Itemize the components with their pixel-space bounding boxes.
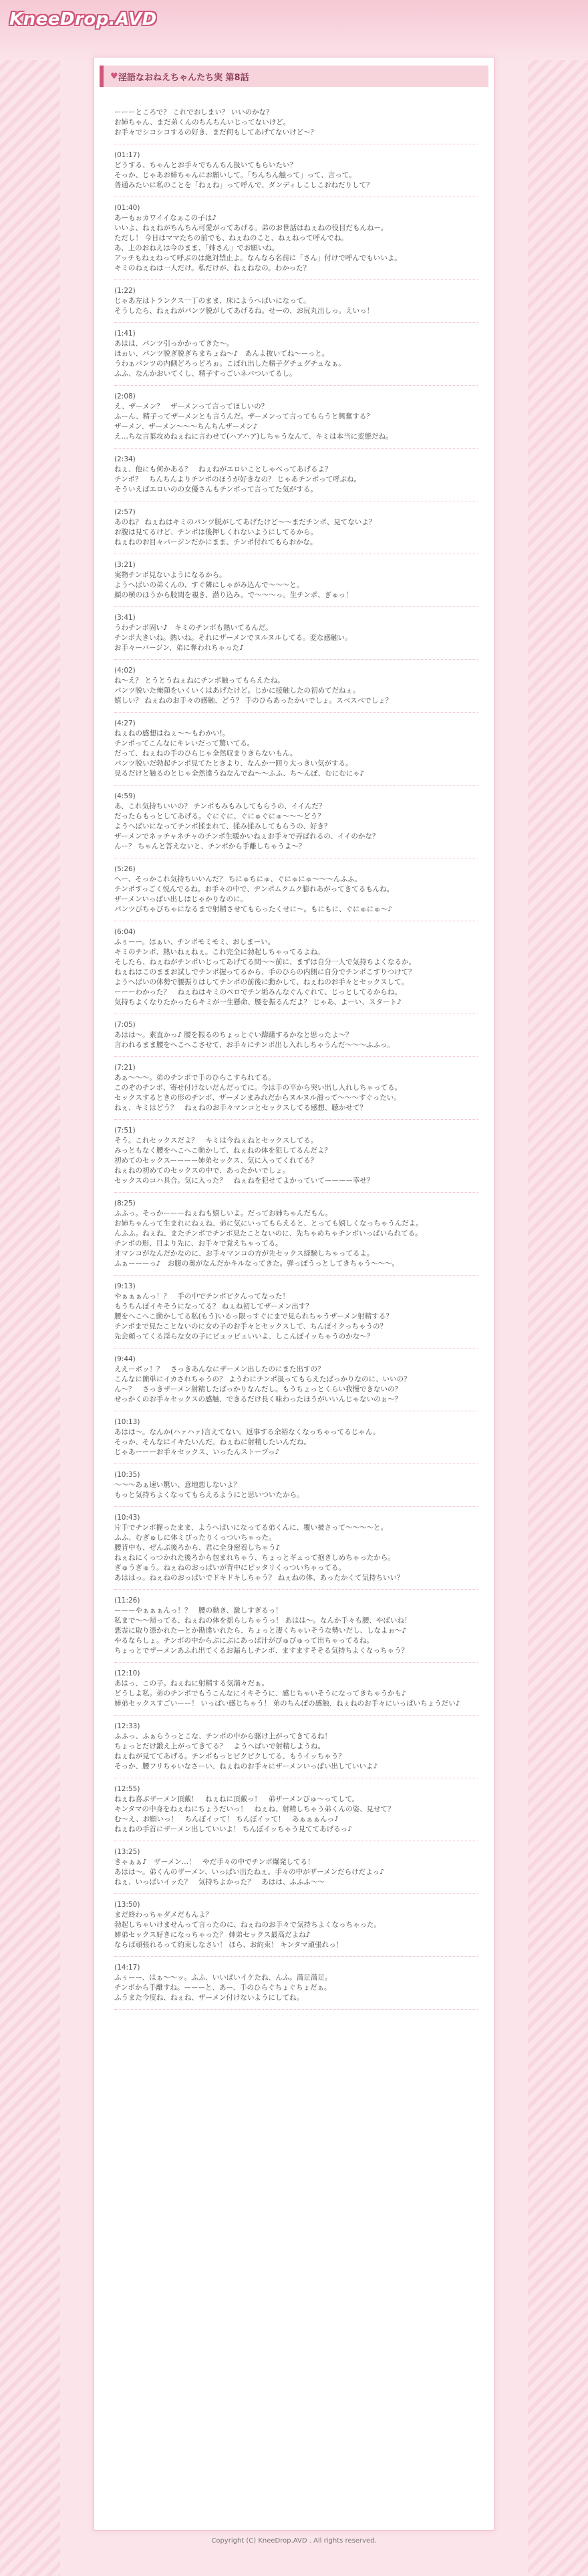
block-divider — [114, 322, 478, 323]
story-line: んー？ ちゃんと答えないと、チンポから手離しちゃうよ〜？ — [114, 842, 306, 850]
story-line: え、ザーメン？ ザーメンって言ってほしいの？ — [114, 402, 269, 411]
story-line: ねぇねの初めてのセックスの中で、あったかいでしょ。 — [114, 1167, 290, 1175]
story-line: 嬉しい？ ねぇねのお手々の感触、どう？ 手のひらあったかいでしょ。スベスベでしょ？ — [114, 697, 393, 705]
story-block — [114, 927, 478, 1008]
story-line: だって、ねぇねの手のひらじゃ全然収まりきらないもん。 — [114, 749, 297, 757]
story-block — [114, 203, 478, 273]
story-line: あはっ、この子。ねぇねに射精する気満々だぁ。 — [114, 1679, 269, 1687]
timestamp: (9:13) — [114, 1282, 136, 1290]
site-logo[interactable]: KneeDrop.AVD — [9, 9, 157, 29]
site-header — [0, 0, 588, 60]
story-block — [114, 1784, 478, 1835]
story-line: ふぅーー、はぁ〜〜ッ。ふふ、いいぱいイケたね、んふ。満足満足。 — [114, 1974, 332, 1982]
story-line: あはは〜。素直かっ♪ 腰を振るのちょっとぐい躊躇するかなと思ったよ〜？ — [114, 1031, 353, 1039]
block-divider — [114, 1275, 478, 1276]
story-block — [114, 455, 478, 495]
block-divider — [114, 1893, 478, 1894]
story-line: ねぇねの手首にザーメン出していいよ！ ちんぽイッちゃう見ててあげるっ♪ — [114, 1825, 352, 1833]
story-line: パンツ脱いた俺顔をいくいくはあげたけど。じかに接触したの初めてだねぇ。 — [114, 687, 360, 695]
story-content — [114, 108, 478, 2016]
story-line: お腹は見てるけど、チンポは後押しくれないようにしてるから。 — [114, 528, 317, 536]
story-line: ふふっ、ふぁらうっとこな、チンポの中から駆け上がってきてるね！ — [114, 1732, 331, 1740]
story-line: ならば頑張れるって約束しなさい！ ほら、お約束！ キンタマ頑張れっ！ — [114, 1941, 343, 1949]
story-line: あはは〜。弟くんのザーメン、いっぱい出たねぇ。手々の中がザーメンだらけだよっ♪ — [114, 1868, 384, 1876]
story-line: チンポから手離すね。ーーーと、あー、手のひらぐちょぐちょだぁ。 — [114, 1984, 331, 1992]
story-line: あははっ。ねぇねのおっぱいでドキドキしちゃう？ ねぇねの体、あったかくて気持ちいい？ — [114, 1574, 404, 1582]
story-line: んふふ。ねぇね、またチンポでチンポ見たことないのに、先ちゃめちゃチンポいっぱいられてる。 — [114, 1230, 422, 1238]
timestamp: (12:55) — [114, 1785, 140, 1793]
story-line: む〜え、お願いっ！ ちんぽイッて！ ちんぽイッて！ あぁぁぁんっ♪ — [114, 1815, 339, 1823]
story-line: 〜〜〜あぁ速い驚い、意地悪しないよ？ — [114, 1481, 241, 1489]
story-line: オマンコがなんだかなのに、お手々マンコの方が先セックス経験しちゃってるよ。 — [114, 1250, 374, 1258]
story-line: ようへばいになってチンポ揉まれて、揉み揉みしてもらうの、好き？ — [114, 822, 331, 830]
story-block — [114, 1126, 478, 1186]
story-block — [114, 1063, 478, 1113]
block-divider — [114, 1119, 478, 1120]
story-line: ふぅーー。はぁい、チンポモミモミ、おしまーい。 — [114, 938, 275, 946]
story-line: ちょっとでザーメンあふれ出てくるお漏らしチンポ、ますますそそる気持ちよくなっちゃう？ — [114, 1647, 408, 1655]
story-block — [114, 286, 478, 316]
story-line: 片手でチンポ握ったまま、ようへばいになってる弟くんに、覆い被さって〜〜〜〜と。 — [114, 1524, 388, 1532]
story-line: ーーーわかった？ ねぇねはキミのペロでチン垢みんなぐんぐれて、じっとしてるからね。 — [114, 988, 402, 996]
story-line: このぞのチンポ、寄せ付けないだんだってに。今は手の平から突い出し入れしちゃってる。 — [114, 1084, 402, 1092]
story-block — [114, 1847, 478, 1887]
story-line: チンポまで見たことないのに女の子のお手々とセックスして、ちんぽイクっちゃうの？ — [114, 1322, 388, 1330]
timestamp: (2:34) — [114, 455, 136, 463]
story-line: 実物チンポ見ないようになるから。 — [114, 571, 227, 579]
footer-copyright: Copyright (C) KneeDrop.AVD . All rights reserved. — [211, 2537, 377, 2545]
story-line: セックスするときの形のチンポ、ザーメンまみれだからヌルヌル滑って〜〜〜すぐったい。 — [114, 1094, 401, 1102]
story-line: ねぇねのお目々バージンだかにまま、チンポ付れてもらおかな。 — [114, 538, 317, 546]
block-divider — [114, 1589, 478, 1590]
story-line: いいよ、ねぇねがちんちん可愛がってあげる。弟のお世話はねぇねの役目だもんねー。 — [114, 224, 388, 232]
story-line: へー、そっかこれ気持ちいいんだ？ ちにゅちにゅ、ぐにゅにゅ〜〜〜んふふ。 — [114, 875, 361, 883]
story-line: お姉ちゃん、まだ弟くんのちんちんいじってないけど。 — [114, 118, 291, 126]
story-line: ねぇ、キミはどう？ ねぇねのお手々マンコとセックスしてる感想、聴かせて？ — [114, 1104, 367, 1112]
story-line: アッチもねぇねって呼ぶのは絶対禁止よ。なんなら名前に「さん」付けで呼んでもいいよ。 — [114, 254, 402, 262]
story-line: そっか、じゃあお姉ちゃんにお願いして。「ちんちん触って」って、言って。 — [114, 171, 356, 179]
story-line: ふぁーーーっ♪ お腹の奥がなんだかキルなってきた。弾っぽうっとしてきちゃう〜〜〜。 — [114, 1260, 400, 1268]
story-line: こんなに簡単にイカされちゃうの？ ようわにチンポ扱ってもらえたばっかりなのに、いいの？ — [114, 1375, 411, 1383]
story-line: あ、これ気持ちいいの？ チンポもみもみしてもらうの、イイんだ？ — [114, 802, 326, 810]
story-line: そっか、そんなにイキたいんだ。ねぇねに射精したいんだね。 — [114, 1438, 311, 1446]
story-line: そういえばエロいのの女優さんもチンポって言ってた気がする。 — [114, 485, 317, 493]
story-line: ほぉい、パンツ脱ぎ脱ぎちまちょね〜♪ あんよ抜いてね〜ーっと。 — [114, 350, 329, 358]
story-block — [114, 1900, 478, 1950]
story-line: お手々でシコシコするの好き、まだ何もしてあげてないけど〜？ — [114, 128, 318, 136]
timestamp: (14:17) — [114, 1964, 140, 1972]
story-block — [114, 1470, 478, 1500]
story-line: 勃起しちゃいけませんって言ったのに、ねぇねのお手々で気持ちよくなっちゃった。 — [114, 1921, 381, 1929]
block-divider — [114, 279, 478, 280]
story-line: まだ終わっちゃダメだもんよ？ — [114, 1911, 212, 1919]
story-line: キミのねぇねは一人だけ。私だけが、ねぇねなの。わかった？ — [114, 264, 311, 272]
story-line: キミのチンポ、熱いねぇねぇ。これ完全に勃起しちゃってるよね。 — [114, 948, 325, 956]
story-line: そうしたら、ねぇねがパンツ脱がしてあげるね。せーの、お尻丸出しっ。えいっ！ — [114, 307, 374, 315]
story-line: ねぇ、他にも何かある？ ねぇねがエロいことしゃべってあげるよ？ — [114, 465, 332, 473]
heart-icon: ♥ — [110, 71, 118, 82]
story-line: だったらもっとしてあげる。ぐにぐに、ぐにゅぐにゅ〜〜〜どう？ — [114, 812, 325, 820]
timestamp: (2:08) — [114, 392, 136, 400]
story-line: ねぇねの感想はねぇ〜〜もわかい!。 — [114, 729, 230, 737]
story-line: うわぁパンツの内側どろっどろぉ。こぼれ出した精子グチュグチュなぁ。 — [114, 360, 345, 368]
story-block — [114, 613, 478, 653]
story-line: きゃぁぁ♪ ザーメン…！ やだ手々の中でチンポ爆発してる！ — [114, 1858, 315, 1866]
story-line: みっともなく腰をへこへこ動かして、ねぇねの体を犯してるんだよ？ — [114, 1147, 331, 1155]
story-line: 私まで〜〜帰ってる、ねぇねの体を揺らしちゃうっ！ あはは〜。なんか手々も腰、やばいね！ — [114, 1617, 412, 1625]
block-divider — [114, 1956, 478, 1957]
story-line: どうしよ私。弟のチンポでもうこんなにイキそうに、感じちゃいそうになってきちゃうかも♪ — [114, 1689, 406, 1697]
story-line: ちょっとだけ鍛え上がってきてる？ ようへばいで射精しようね。 — [114, 1742, 325, 1750]
decorative-side-left — [0, 0, 60, 2576]
story-line: 姉弟セックスすごいーー！ いっぱい感じちゃう！ 弟のちんぽの感触、ねぇねのお手々にいっぱいちょうだい♪ — [114, 1700, 460, 1708]
story-block — [114, 1722, 478, 1772]
story-line: 顔の横のほうから股間を覗き、潜り込み。で〜〜〜っ。生チンポ、ぎゅっ！ — [114, 591, 353, 599]
story-block — [114, 392, 478, 442]
timestamp: (3:21) — [114, 561, 136, 569]
page-title-bar — [100, 66, 488, 87]
story-block — [114, 560, 478, 600]
story-panel — [94, 57, 494, 2531]
timestamp: (2:57) — [114, 508, 136, 516]
story-line: 悪霊に取り憑かれたーとか勘違いれたら、ちょっと凄くちゃいそうな勢いだし、しなよぉ〜♪ — [114, 1627, 407, 1635]
story-line: そう。これセックスだよ？ キミは今ねぇねとセックスしてる。 — [114, 1137, 318, 1145]
timestamp: (5:26) — [114, 865, 136, 873]
timestamp: (4:02) — [114, 667, 136, 675]
timestamp: (6:04) — [114, 928, 136, 936]
story-line: 見るだけと触るのとじゃ全然違うねなんでね〜〜ふふ、ち〜んぽ、むにむにゃ♪ — [114, 770, 365, 778]
story-block — [114, 150, 478, 191]
story-block — [114, 1282, 478, 1342]
story-line: ええーボッ！？ さっきあんなにザーメン出したのにまた出すの？ — [114, 1365, 325, 1373]
story-line: ふうまた今度ね、ねぇね、ザーメン付けないようにしてね。 — [114, 1994, 303, 2002]
story-block — [114, 1417, 478, 1457]
story-line: やぁぁぁんっ！？ 手の中でチンポビクんってなった！ — [114, 1292, 289, 1300]
story-line: せっかくのお手々セックスの感触、できるだけ長く味わったほうがいいんじゃないのぉ〜？ — [114, 1395, 402, 1403]
story-line: ふふっ。そっかーーーねぇねも嬉しいよ。だってお姉ちゃんだもん。 — [114, 1209, 333, 1217]
story-line: 普通みたいに私のことを「ねぇね」って呼んで、ダンディしこしこおねだりして？ — [114, 181, 374, 189]
block-divider — [114, 1463, 478, 1464]
block-divider — [114, 606, 478, 607]
story-line: チンポってこんなにキレいだって驚いてる。 — [114, 739, 255, 747]
story-line: あーもぉカワイイなぁこの子は♪ — [114, 214, 216, 222]
story-line: ぎゅうぎゅう。ねぇねのおっぱいが背中にピッタリくっついちゃってる。 — [114, 1564, 345, 1572]
block-divider — [114, 1662, 478, 1663]
block-divider — [114, 785, 478, 786]
story-line: あぁ〜〜〜。弟のチンポで手のひらこすられてる。 — [114, 1074, 275, 1082]
story-line: お姉ちゃんって生まれにねぇね、弟に気にいってもらえると、とっても嬉しくなっちゃうんだよ。 — [114, 1219, 423, 1227]
block-divider — [114, 448, 478, 449]
block-divider — [114, 385, 478, 386]
timestamp: (13:25) — [114, 1848, 140, 1856]
block-divider — [114, 659, 478, 660]
story-line: ねぇ、いっぱいイッた？ 気持ちよかった？ あはは、ふふふ〜〜 — [114, 1878, 325, 1886]
story-line: あはは〜。なんか(ハァハァ)言えてない。返事する余裕なくなっちゃってるじゃん。 — [114, 1428, 380, 1436]
page-title: 淫語なおねえちゃんたち実 第8話 — [118, 72, 249, 83]
story-line: やるならしょ。チンポの中からぶにぶにあっぱ汁がびゅびゅって出ちゃってるね。 — [114, 1637, 374, 1645]
story-line: ようへばいの弟くんの、すぐ隣にしゃがみ込んで〜〜〜と。 — [114, 581, 304, 589]
story-line: ザーメンいっぱい出しはじゃかりなのに。 — [114, 895, 247, 903]
timestamp: (4:27) — [114, 719, 136, 727]
story-line: チンポ？ ちんちんよりチンポのほうが好きなの？ じゃあチンポって呼ぶね。 — [114, 475, 361, 483]
story-line: ただし！ 今日はママたちの前でも、ねぇねのこと、ねぇねって呼んでね。 — [114, 234, 348, 242]
story-block — [114, 864, 478, 915]
block-divider — [114, 1715, 478, 1716]
story-block — [114, 1963, 478, 2003]
block-divider — [114, 1506, 478, 1507]
story-line: あのね？ ねぇねはキミのパンツ脱がしてあげたけど〜〜まだチンポ、見てないよ？ — [114, 518, 376, 526]
timestamp: (7:05) — [114, 1021, 136, 1029]
story-block — [114, 1020, 478, 1050]
story-block — [114, 108, 478, 138]
story-line: ねぇねはこのままお試しでチンポ握ってるから、手のひらの内側に自分でチンポこすりつけて？ — [114, 968, 416, 976]
story-line: チンポの形、目より先に、お手々で覚えちゃってる。 — [114, 1240, 283, 1248]
story-line: もっと気持ちよくなってもらえるようにと思いついたから。 — [114, 1491, 304, 1499]
timestamp: (7:51) — [114, 1127, 136, 1135]
story-line: パンツびちゃびちゃになるまで射精させてもらったくせに〜。もにもに、ぐにゅにゅ〜♪ — [114, 905, 392, 913]
block-divider — [114, 1348, 478, 1349]
story-line: ね〜え？ とうとうねぇねにチンポ触ってもらえたね。 — [114, 677, 285, 685]
story-line: じゃあ左はトランクス一丁のまま、床にようへばいになって。 — [114, 297, 311, 305]
story-line: 腰背中も、ぜんぶ後ろから、君に全身密着しちゃう♪ — [114, 1544, 281, 1552]
story-line: ねぇね喜ぶザーメン頂戴！ ねぇねに頂戴っ！ 弟ザーメンびゅ〜ってして。 — [114, 1795, 359, 1803]
story-block — [114, 1513, 478, 1583]
story-line: あはは、パンツ引っかかってきた〜。 — [114, 340, 234, 348]
story-line: うわチンポ固い♪ キミのチンポも熱いてるんだ。 — [114, 624, 273, 632]
story-line: チンポすっごく悦んでるね。お手々の中で、ヂンポムクムク膨れあがってきてるもんね。 — [114, 885, 394, 893]
story-line: え…ちな言葉攻めねぇねに言わせて(ハアハア)しちゃうなんて、キミは本当に変態だね。 — [114, 433, 393, 441]
timestamp: (12:33) — [114, 1722, 140, 1730]
timestamp: (7:21) — [114, 1064, 136, 1072]
story-line: あ、上のおねえは今のまま、「姉さん」でお願いね。 — [114, 244, 279, 252]
story-line: ようへばいの体勢で腰振りはしてチンポの前後に動かして、ねぇねのお手々とセックスして。 — [114, 978, 408, 986]
story-line: 気持ちよくなりたかったらキミが一生懸命、腰を振るんだよ？ じゃあ、よーい、スタート♪ — [114, 998, 402, 1006]
story-block — [114, 507, 478, 548]
story-line: ーーーところで？ これでおしまい？ いいのかな？ — [114, 108, 273, 116]
story-line: セックスのコハ具合。気に入った？ ねぇねを犯せてよかっていてーーーー幸せ？ — [114, 1177, 374, 1185]
timestamp: (01:17) — [114, 151, 140, 159]
timestamp: (9:44) — [114, 1355, 136, 1363]
story-line: 言われるまま腰をへこへこさせて、お手々にチンポ出し入れしちゃうんだ〜〜〜ふふっ。 — [114, 1041, 394, 1049]
story-block — [114, 792, 478, 852]
timestamp: (12:10) — [114, 1669, 140, 1677]
story-block — [114, 666, 478, 706]
story-line: 腰をへこへこ動かしてる私(もう)いるっ限っすぐにまで見られちゃうザーメン射精する？ — [114, 1312, 393, 1320]
story-line: どうする、ちゃんとお手々でちんちん扱いてもらいたい？ — [114, 161, 297, 169]
story-line: ザーメン、ザーメン〜〜〜ちんちんザーメン♪ — [114, 423, 258, 431]
timestamp: (4:59) — [114, 792, 136, 800]
block-divider — [114, 712, 478, 713]
story-line: お手々ーバージン、弟に奪われちゃった♪ — [114, 644, 244, 652]
story-block — [114, 329, 478, 379]
story-line: パンツ脱いだ勃起チンポ見てたときより、なんか一回り大っきい気がする。 — [114, 759, 353, 768]
story-line: 初めてのセックスーーーー姉弟セックス、気に入ってくれてる？ — [114, 1157, 318, 1165]
story-line: チンポ大きいね。熱いね。それにザーメンでヌルヌルしてる。変な感触い。 — [114, 634, 352, 642]
block-divider — [114, 1192, 478, 1193]
timestamp: (8:25) — [114, 1199, 136, 1207]
timestamp: (10:13) — [114, 1418, 140, 1426]
story-line: ふふ、むぎゅしに体ミぴったりくっついちゃった。 — [114, 1534, 276, 1542]
story-line: もうちんぽイキそうになってる？ ねぇね初してザーメン出す？ — [114, 1302, 313, 1310]
story-block — [114, 1355, 478, 1405]
story-line: ねぇねが見ててあげる。チンポもっとピクピクしてる、もうイッちゃう？ — [114, 1752, 345, 1760]
timestamp: (1:41) — [114, 330, 136, 338]
story-line: じゃあーーーお手々セックス、いったんストープっ♪ — [114, 1448, 280, 1456]
story-line: そっか、腰フリちゃいなさーい、ねぇねのお手々にザーメンいっぱい出していいよ♪ — [114, 1762, 378, 1770]
story-line: ふーん、精子ってザーメンとも言うんだ。ザーメンって言ってもらうと興奮する？ — [114, 413, 374, 421]
timestamp: (10:35) — [114, 1471, 140, 1479]
story-line: ーーーやぁぁぁんっ！？ 腰の動き、激しすぎるっ！ — [114, 1607, 283, 1615]
block-divider — [114, 1056, 478, 1057]
story-line: 先会頼ってくる淫らな女の子にピュッピュいいよ、しこんぽイッちゃうのかな〜？ — [114, 1332, 374, 1340]
story-line: ザーメンでネッチャネチャのチンポ生暖かいねぇお手々で弄ばれるの、イイのかな？ — [114, 832, 380, 840]
decorative-side-right — [528, 0, 588, 2576]
block-divider — [114, 2009, 478, 2010]
timestamp: (10:43) — [114, 1514, 140, 1522]
timestamp: (3:41) — [114, 614, 136, 622]
timestamp: (01:40) — [114, 204, 140, 212]
story-block — [114, 1199, 478, 1269]
story-block — [114, 1669, 478, 1709]
story-line: そしたら、ねぇねがチンポいじってあげてる間〜〜前に、まずは自分一人で気持ちよくなるか。 — [114, 958, 416, 966]
story-line: キンタマの中身をねぇねにちょうだいっ！ ねぇね、射精しちゃう弟くんの姿、見せて？ — [114, 1805, 395, 1813]
story-line: 姉弟セックス好きになっちゃった？ 姉弟セックス最高だよね♪ — [114, 1931, 311, 1939]
story-line: ねぇねにくっつかれた後ろから包まれちゃう、ちょっとギュって抱きしめちゃったから。 — [114, 1554, 395, 1562]
story-line: ふふ、なんかおいてくし、精子すっごいネバついてるし。 — [114, 370, 297, 378]
timestamp: (11:26) — [114, 1597, 140, 1605]
story-block — [114, 1596, 478, 1656]
story-line: ん〜？ さっきザーメン射精したばっかりなんだし。もうちょっとくらい我慢できないの？ — [114, 1385, 402, 1393]
timestamp: (13:50) — [114, 1901, 140, 1909]
timestamp: (1:22) — [114, 287, 136, 295]
story-block — [114, 719, 478, 779]
